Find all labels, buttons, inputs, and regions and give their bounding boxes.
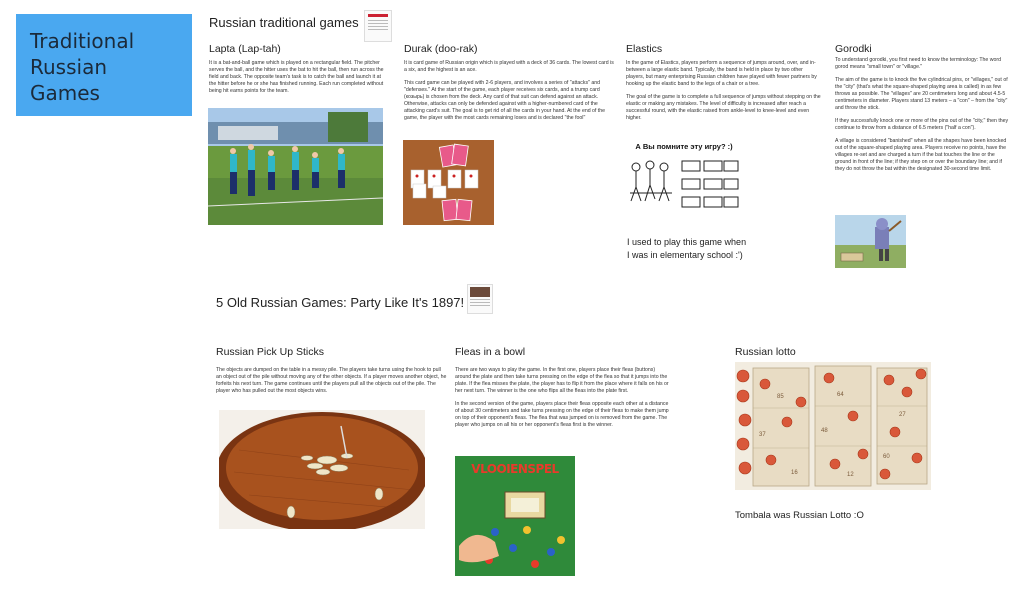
lotto-photo-svg bbox=[735, 362, 931, 490]
svg-text:85: 85 bbox=[777, 394, 784, 400]
paragraph: In the game of Elastics, players perform a sequence of jumps around, over, and in-between a large elastic band. Typically, the band is held in place by two other players, but many enterprising Russian children have played with fewer partners by hooking up the elastic band to the legs of a chair or a tree. bbox=[626, 60, 817, 87]
paragraph: If they successfully knock one or more of the pins out of the "city," then they continue to throw from a distance of 6.5 meters ("half a con"). bbox=[835, 118, 1009, 131]
lapta-photo-svg bbox=[208, 108, 383, 225]
lotto-caption: Tombala was Russian Lotto :O bbox=[735, 510, 864, 521]
lapta-photo[interactable] bbox=[208, 108, 383, 225]
paragraph: In the second version of the game, players place their fleas opposite each other at a distance of about 30 centimeters and take turns pressing on the edge of their fleas to make them jump on top of their opponent's fleas. The flea that was jumped on is removed from the game. The player who jumps on all his or her opponent's fleas first is the winner. bbox=[455, 401, 669, 428]
section1-title: Russian traditional games bbox=[209, 15, 359, 30]
svg-text:64: 64 bbox=[837, 392, 844, 398]
durak-cards-photo[interactable] bbox=[403, 140, 494, 225]
board-title-card[interactable] bbox=[16, 14, 192, 116]
caption-line: I was in elementary school :') bbox=[627, 250, 743, 260]
pickup-sticks-text bbox=[216, 367, 448, 401]
paragraph: This card game can be played with 2-6 players, and involves a series of "attacks" and "defenses." At the start of the game, each player receives six cards, and a trump card (козырь) is chosen from the deck. Any card of that suit can defend against an attack. Otherwise, attacks can only be defended against with a higher-numbered card of the attacking card's suit. The goal is to get rid of all the cards in your hand. At the end of the game, the player with the most cards remaining loses and is declared "the fool" bbox=[404, 80, 606, 121]
gorodki-cartoon[interactable] bbox=[835, 215, 906, 268]
fleas-box-title: VLOOIENSPEL bbox=[471, 462, 559, 476]
elastics-illustration[interactable] bbox=[626, 139, 742, 223]
paragraph: A village is considered "banished" when all the shapes have been knocked out of the square-shaped playing area. Players receive no points, have the villages re-set and are charged a turn if the bat touches the line or the ground in front of the line; if they step on or over the boundary line; and if they do not throw the bat within the designated 30-second time limit. bbox=[835, 138, 1007, 172]
fleas-heading: Fleas in a bowl bbox=[455, 346, 526, 358]
svg-text:48: 48 bbox=[821, 428, 828, 434]
article-thumbnail[interactable] bbox=[364, 10, 392, 42]
paragraph: It is card game of Russian origin which is played with a deck of 36 cards. The lowest card is a six, and the highest is an ace. bbox=[404, 60, 614, 73]
elastics-sketch-svg bbox=[626, 151, 742, 221]
board-title-line: Traditional bbox=[30, 29, 135, 53]
paragraph: It is a bat-and-ball game which is played on a rectangular field. The pitcher serves the ball, and the hitter uses the bat to hit the ball, then run across the field and back. The opposite team's task is to catch the ball and launch it at the hitter before he or she has finished running. Each run completed without being hit earns points for the team. bbox=[209, 60, 384, 94]
gorodki-text bbox=[835, 57, 1011, 179]
svg-text:37: 37 bbox=[759, 432, 766, 438]
lotto-heading: Russian lotto bbox=[735, 346, 796, 358]
svg-text:27: 27 bbox=[899, 412, 906, 418]
svg-text:60: 60 bbox=[883, 454, 890, 460]
fleas-text bbox=[455, 367, 669, 435]
gorodki-cartoon-svg bbox=[835, 215, 906, 268]
elastics-caption bbox=[627, 236, 797, 262]
paragraph: The aim of the game is to knock the five cylindrical pins, or "villages," out of the "city" (that's what the square-shaped playing area is called) in as few throws as possible. The "villages" are 20 centimeters long and about 4.5-5 centimeters in diameter. Players stand 13 meters – a "con" – from the "city" and throw the stick. bbox=[835, 77, 1008, 111]
gorodki-heading: Gorodki bbox=[835, 43, 872, 55]
elastics-heading: Elastics bbox=[626, 43, 663, 55]
board-title-line: Games bbox=[30, 81, 100, 105]
article2-thumbnail[interactable] bbox=[467, 284, 493, 314]
paragraph: To understand gorodki, you first need to know the terminology: The word gorod means "small town" or "village." bbox=[835, 57, 1001, 70]
board-title-line: Russian bbox=[30, 55, 108, 79]
elastics-illustration-caption: А Вы помните эту игру? :) bbox=[635, 142, 733, 151]
pickup-sticks-heading: Russian Pick Up Sticks bbox=[216, 346, 324, 358]
pickup-sticks-photo[interactable] bbox=[219, 410, 425, 529]
lapta-heading: Lapta (Lap-tah) bbox=[209, 43, 281, 55]
elastics-text bbox=[626, 60, 822, 128]
lotto-photo[interactable] bbox=[735, 362, 931, 490]
paragraph: There are two ways to play the game. In the first one, players place their fleas (buttons) around the plate and then take turns pressing on the edge of the flea so that it jumps into the plate. If the flea misses the plate, the player has to flip it from the place where it falls on his or her next turn. The winner is the one who flips all the fleas into the plate first. bbox=[455, 367, 669, 394]
pickup-sticks-svg bbox=[219, 410, 425, 529]
durak-heading: Durak (doo-rak) bbox=[404, 43, 478, 55]
caption-line: I used to play this game when bbox=[627, 237, 747, 247]
durak-text bbox=[404, 60, 614, 128]
fleas-box-photo[interactable] bbox=[455, 456, 575, 576]
svg-text:12: 12 bbox=[847, 472, 854, 478]
paragraph: The objects are dumped on the table in a messy pile. The players take turns using the hook to pull an object out of the pile without moving any of the other objects. If a player moves another object, he forfeits his next turn. The game continues until the players pull all the objects out of the pile. The player who has pulled out the most objects wins. bbox=[216, 367, 447, 394]
lapta-text bbox=[209, 60, 389, 101]
paragraph: The goal of the game is to complete a full sequence of jumps without stepping on the elastic or making any mistakes. The level of difficulty is increased after reach a successful round, with the elastic raised from ankle-level to knee-level and even higher. bbox=[626, 94, 821, 121]
section2-title: 5 Old Russian Games: Party Like It's 1897! bbox=[216, 295, 465, 310]
durak-cards-svg bbox=[403, 140, 494, 225]
svg-text:16: 16 bbox=[791, 470, 798, 476]
